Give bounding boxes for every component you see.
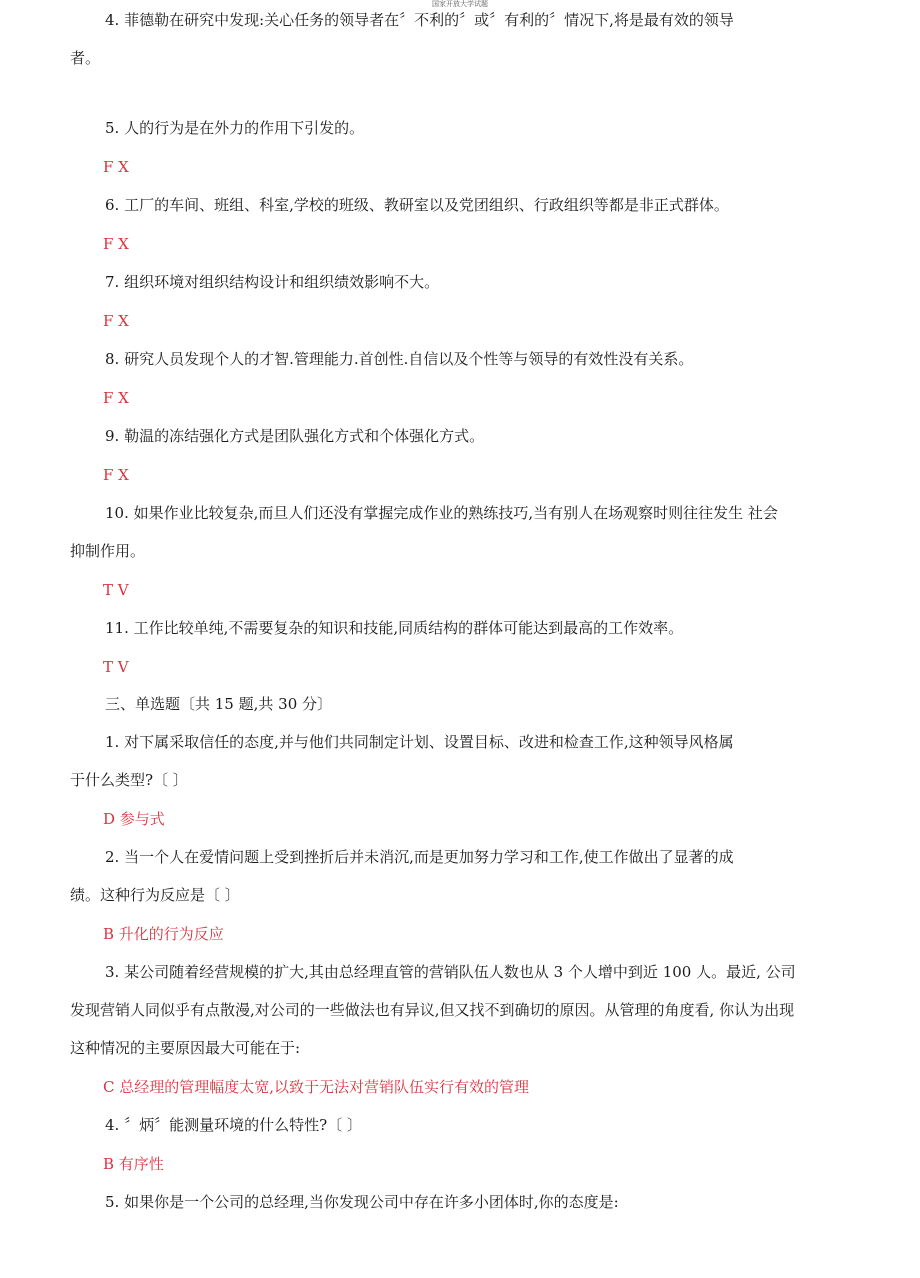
tf-question-4: 4. 菲德勒在研究中发现:关心任务的领导者在〞不利的〞或〞有利的〞情况下,将是最有效的领导: [105, 11, 734, 29]
mc-answer-1: D 参与式: [103, 810, 165, 828]
tf-answer-9: F X: [103, 466, 129, 484]
mc-question-2: 2. 当一个人在爱情问题上受到挫折后并未消沉,而是更加努力学习和工作,使工作做出了显著的成: [105, 848, 734, 866]
tf-question-7: 7. 组织环境对组织结构设计和组织绩效影响不大。: [105, 273, 440, 291]
mc-answer-2: B 升化的行为反应: [103, 925, 224, 943]
tf-question-6: 6. 工厂的车间、班组、科室,学校的班级、教研室以及党团组织、行政组织等都是非正式群体。: [105, 196, 729, 214]
mc-question-3: 3. 某公司随着经营规模的扩大,其由总经理直管的营销队伍人数也从 3 个人增中到近 100 人。最近, 公司: [105, 963, 796, 981]
tf-question-9: 9. 勒温的冻结强化方式是团队强化方式和个体强化方式。: [105, 427, 485, 445]
tf-answer-7: F X: [103, 312, 129, 330]
tf-answer-6: F X: [103, 235, 129, 253]
mc-question-3-continued: 发现营销人同似乎有点散漫,对公司的一些做法也有异议,但又找不到确切的原因。从管理的角度看, 你认为出现: [70, 1001, 795, 1019]
mc-answer-3: C 总经理的管理幅度太宽,以致于无法对营销队伍实行有效的管理: [103, 1078, 530, 1096]
tf-answer-11: T V: [103, 658, 129, 676]
tf-question-10-continued: 抑制作用。: [70, 542, 146, 560]
page-header: 国家开放大学试题: [432, 0, 488, 8]
tf-question-10: 10. 如果作业比较复杂,而旦人们还没有掌握完成作业的熟练技巧,当有别人在场观察时则往往发生 社会: [105, 504, 778, 522]
tf-question-8: 8. 研究人员发现个人的才智.管理能力.首创性.自信以及个性等与领导的有效性没有关系。: [105, 350, 694, 368]
mc-question-2-continued: 绩。这种行为反应是〔 〕: [70, 886, 240, 904]
tf-answer-10: T V: [103, 581, 129, 599]
mc-question-1: 1. 对下属采取信任的态度,并与他们共同制定计划、设置目标、改进和检查工作,这种领导风格属: [105, 733, 734, 751]
mc-question-4: 4. 〞炳〞能测量环境的什么特性?〔 〕: [105, 1116, 362, 1134]
section-title: 三、单选题〔共 15 题,共 30 分〕: [105, 695, 333, 713]
tf-question-5: 5. 人的行为是在外力的作用下引发的。: [105, 119, 365, 137]
tf-question-11: 11. 工作比较单纯,不需要复杂的知识和技能,同质结构的群体可能达到最高的工作效率。: [105, 619, 684, 637]
tf-question-4-continued: 者。: [70, 49, 101, 67]
tf-answer-8: F X: [103, 389, 129, 407]
mc-question-3-continued-2: 这种情况的主要原因最大可能在于:: [70, 1039, 301, 1057]
mc-question-5: 5. 如果你是一个公司的总经理,当你发现公司中存在许多小团体时,你的态度是:: [105, 1193, 619, 1211]
tf-answer-5: F X: [103, 158, 129, 176]
mc-question-1-continued: 于什么类型?〔 〕: [70, 771, 188, 789]
mc-answer-4: B 有序性: [103, 1155, 164, 1173]
